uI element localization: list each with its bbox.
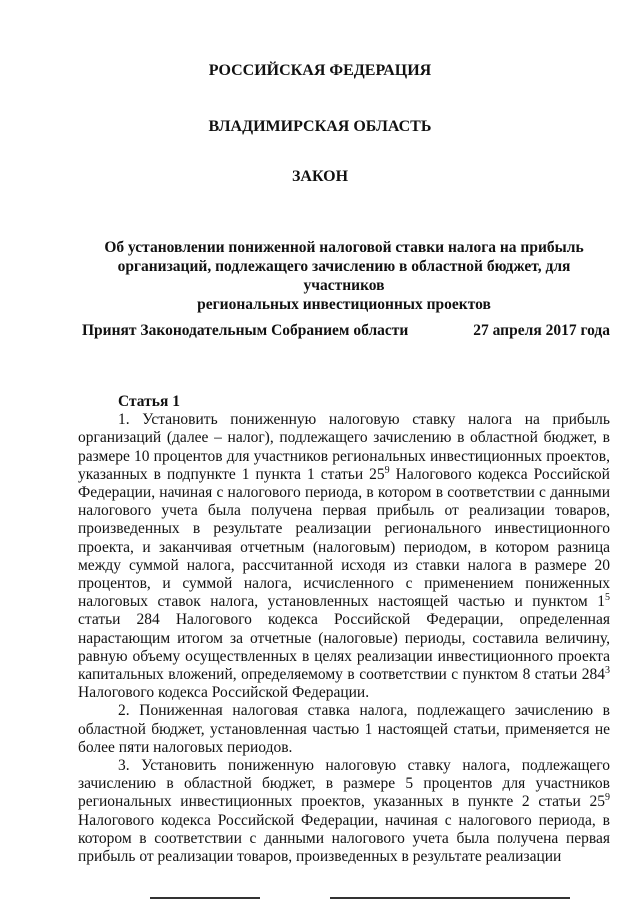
paragraph-text: 1. Установить пониженную налоговую ставку налога на прибыль организаций (далее – налог), подлежащего зачислению в областной бюджет, в размере 10 процентов для участников региональных инвестиционных проектов, указанных в подпункте 1 пункта 1 статьи 25 xyxy=(78,411,610,483)
paragraph-text: Налогового кодекса Российской Федерации. xyxy=(78,684,370,702)
paragraph-text: статьи 284 Налогового кодекса Российской Федерации, определенная нарастающим итогом за отчетные (налоговые) периоды, составила величину, равную объему осуществленных в целях реализации инвестиционного проекта капитальных вложений, определяемому в соответствии с пунктом 8 статьи 284 xyxy=(78,611,610,684)
superscript: 3 xyxy=(605,664,610,676)
scan-edge-mark xyxy=(330,897,570,899)
article-body xyxy=(78,393,610,866)
superscript: 9 xyxy=(605,792,610,804)
adoption-date: 27 апреля 2017 года xyxy=(473,322,610,339)
paragraph-text: 3. Установить пониженную налоговую ставку налога, подлежащего зачислению в областной бюджет, в размере 5 процентов для участников региональных инвестиционных проектов, указанных в пункте 2 статьи 25 xyxy=(78,757,610,811)
paragraph-2: 2. Пониженная налоговая ставка налога, подлежащего зачислению в областной бюджет, установленная частью 1 настоящей статьи, применяется не более пяти налоговых периодов. xyxy=(78,702,610,756)
region-heading: ВЛАДИМИРСКАЯ ОБЛАСТЬ xyxy=(208,118,432,135)
superscript: 5 xyxy=(605,592,610,604)
adopting-body: Принят Законодательным Собранием области xyxy=(82,322,409,339)
superscript: 9 xyxy=(384,464,390,476)
paragraph-3 xyxy=(78,757,610,866)
paragraph-text: Налогового кодекса Российской Федерации, начиная с налогового периода, в котором в соответствии с данными налогового учета была получена первая прибыль от реализации товаров, произведенных в результате реализации регионального инвестиционного проекта, и заканчивая отчетным (налоговым) периодом, в котором разница между суммой налога, рассчитанной исходя из ставки налога в размере 20 процентов, и суммой налога, исчисленного с применением пониженных налоговых ставок налога, установленных настоящей частью и пунктом 1 xyxy=(78,465,610,611)
law-title-line: Об установлении пониженной налоговой ставки налога на прибыль xyxy=(104,239,584,256)
article-heading: Статья 1 xyxy=(118,393,180,410)
law-heading: ЗАКОН xyxy=(291,168,349,185)
law-title-line: региональных инвестиционных проектов xyxy=(197,296,491,313)
paragraph-1 xyxy=(78,411,610,702)
country-heading: РОССИЙСКАЯ ФЕДЕРАЦИЯ xyxy=(208,62,432,79)
law-title-line: организаций, подлежащего зачислению в областной бюджет, для участников xyxy=(117,258,571,294)
law-title xyxy=(80,238,608,314)
paragraph-text: Налогового кодекса Российской Федерации, начиная с налогового периода, в котором в соответствии с данными налогового учета была получена первая прибыль от реализации товаров, произведенных в результате реализации xyxy=(78,811,610,866)
adoption-line xyxy=(82,322,610,340)
scan-edge-mark xyxy=(150,897,260,899)
